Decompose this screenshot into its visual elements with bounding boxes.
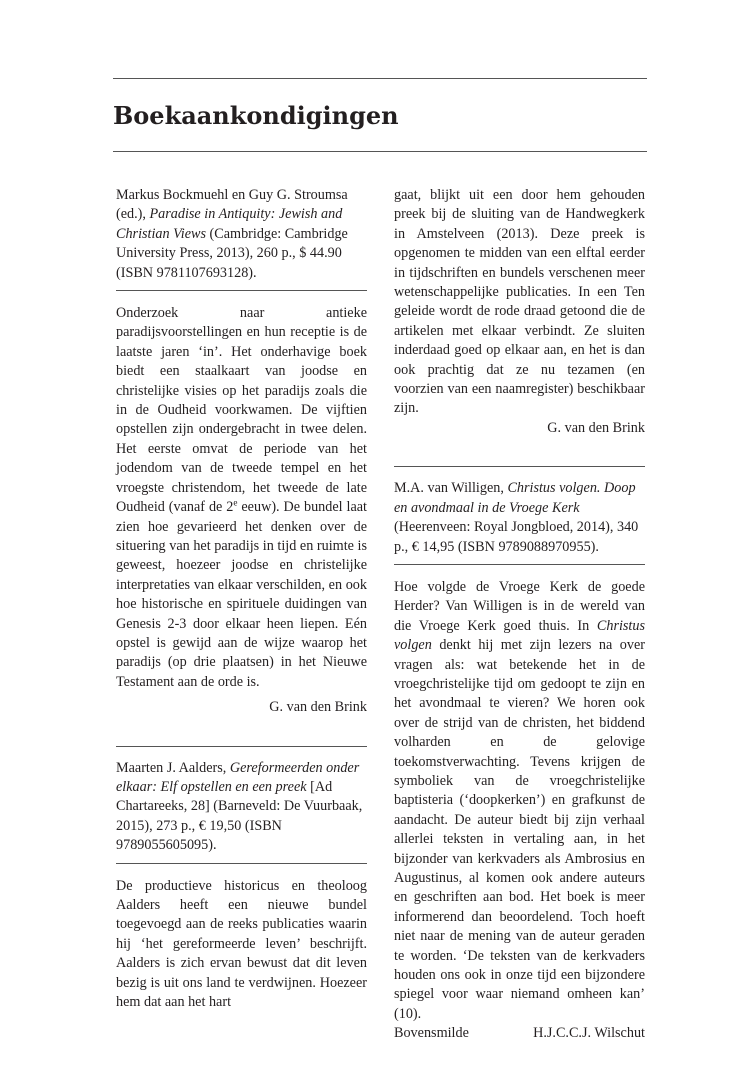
review-2-authors: Maarten J. Aalders, — [116, 759, 227, 776]
review-3-body-italic: Christus volgen — [394, 617, 645, 654]
review-1-body-part2: eeuw). De bundel laat zien hoe gevarieerd het denken over de situering van het paradijs in tijd en ruimte is geweest, hoezeer joodse en christelijke interpretaties van elkaar verschilden, en ook hoe historische en spirituele duidingen van Genesis 2-3 door elkaar heen liepen. Eén opstel is gewijd aan de wijze waarop het paradijs (op drie plaatsen) in het Nieuwe Testament aan de orde is. — [116, 499, 367, 690]
review-2-book-title: Gereformeerden onder elkaar: Elf opstellen en een preek — [116, 759, 360, 795]
review-1-book-title: Paradise in Antiquity: Jewish and Christian Views — [116, 206, 343, 242]
review-2-body-left: De productieve historicus en theoloog Aalders heeft een nieuwe bundel toegevoegd aan de reeks publicaties waarin hij ‘het gereformeerde leven’ beschrijft. Aalders is zich ervan bewust dat dit leven bezig is uit ons land te verdwijnen. Hoezeer hem dat aan het hart — [116, 877, 367, 1011]
left-column — [116, 186, 367, 1012]
review-2-body-right: gaat, blijkt uit een door hem gehouden preek bij de sluiting van de Handwegkerk in Amstelveen (2013). Deze preek is opgenomen te midden van een elftal eerder in tijdschriften en bundels verschenen meer wetenschappelijke publicaties. In een Ten geleide wordt de rode draad getoond die de artikelen met elkaar verbindt. Ze sluiten inderdaad goed op elkaar aan, en het is dan ook prachtig dat ze nu tezamen (en voorzien van een naamregister) beschikbaar zijn. — [394, 187, 645, 417]
review-3-book-title: Christus volgen. Doop en avondmaal in de Vroege Kerk — [394, 480, 636, 516]
review-1-body-sup: e — [233, 497, 238, 508]
review-3-separator — [394, 564, 645, 565]
review-2-top-rule — [116, 746, 367, 747]
review-3-signature: H.J.C.C.J. Wilschut — [533, 1025, 645, 1042]
review-2-citation — [116, 759, 367, 856]
review-1-body — [116, 304, 367, 692]
review-3-body — [394, 578, 645, 1024]
review-2-separator — [116, 863, 367, 864]
page-title: Boekaankondigingen — [113, 101, 399, 130]
review-1-signature: G. van den Brink — [269, 699, 367, 716]
right-column — [394, 186, 645, 1044]
review-3-details: (Heerenveen: Royal Jongbloed, 2014), 340 p., € 14,95 (ISBN 9789088970955). — [394, 519, 639, 555]
review-3-top-rule — [394, 466, 645, 467]
review-2-details: [Ad Chartareeks, 28] (Barneveld: De Vuurbaak, 2015), 273 p., € 19,50 (ISBN 9789055605095). — [116, 778, 363, 854]
review-1-separator — [116, 290, 367, 291]
review-3-signature-row — [394, 1024, 645, 1043]
title-rule — [113, 151, 647, 152]
review-3-body-part1: Hoe volgde de Vroege Kerk de goede Herder? Van Willigen is in de wereld van die Vroege Kerk goed thuis. In — [394, 578, 645, 634]
review-2-signature: G. van den Brink — [547, 419, 645, 436]
review-3-body-part2: denkt hij met zijn lezers na over vragen als: wat betekende het in de vroegchristelijke tijd om gedoopt te zijn en het avondmaal te vieren? We horen ook over de strijd van de christen, het biddend volharden en de gelovige toekomstverwachting. Tevens krijgen de symboliek van de vroegchristelijke baptisteria (‘doopkerken’) en grafkunst de aandacht. De auteur biedt bij zijn verhaal allerlei teksten in vertaling aan, in het bijzonder van kerkvaders als Ambrosius en Augustinus, al komen ook andere auteurs en geschriften aan bod. Het boek is meer informerend dan beoordelend. Toch hoeft niet naar de mening van de auteur geraden te worden. ‘De teksten van de kerkvaders houden ons ook in onze tijd een bijzondere spiegel voor waar niemand omheen kan’ (10). — [394, 637, 645, 1022]
review-3-authors: M.A. van Willigen, — [394, 480, 504, 497]
review-1-authors: Markus Bockmuehl en Guy G. Stroumsa (ed.), — [116, 187, 348, 223]
review-1-details: (Cambridge: Cambridge University Press, 2013), 260 p., $ 44.90 (ISBN 9781107693128). — [116, 225, 348, 281]
review-1-citation — [116, 186, 367, 283]
review-3-signature-place: Bovensmilde — [394, 1025, 469, 1042]
top-rule — [113, 78, 647, 79]
review-3-citation — [394, 479, 645, 557]
review-1-body-part1: Onderzoek naar antieke paradijsvoorstellingen en hun receptie is de laatste jaren ‘in’. Het onderhavige boek biedt een staalkaart van joodse en christelijke visies op het paradijs zoals die in de Oudheid voorkwamen. De vijftien opstellen zijn ondergebracht in twee delen. Het eerste omvat de periode van het jodendom van de tweede tempel en het vroegste christendom, het tweede de late Oudheid (vanaf de 2 — [116, 305, 367, 516]
